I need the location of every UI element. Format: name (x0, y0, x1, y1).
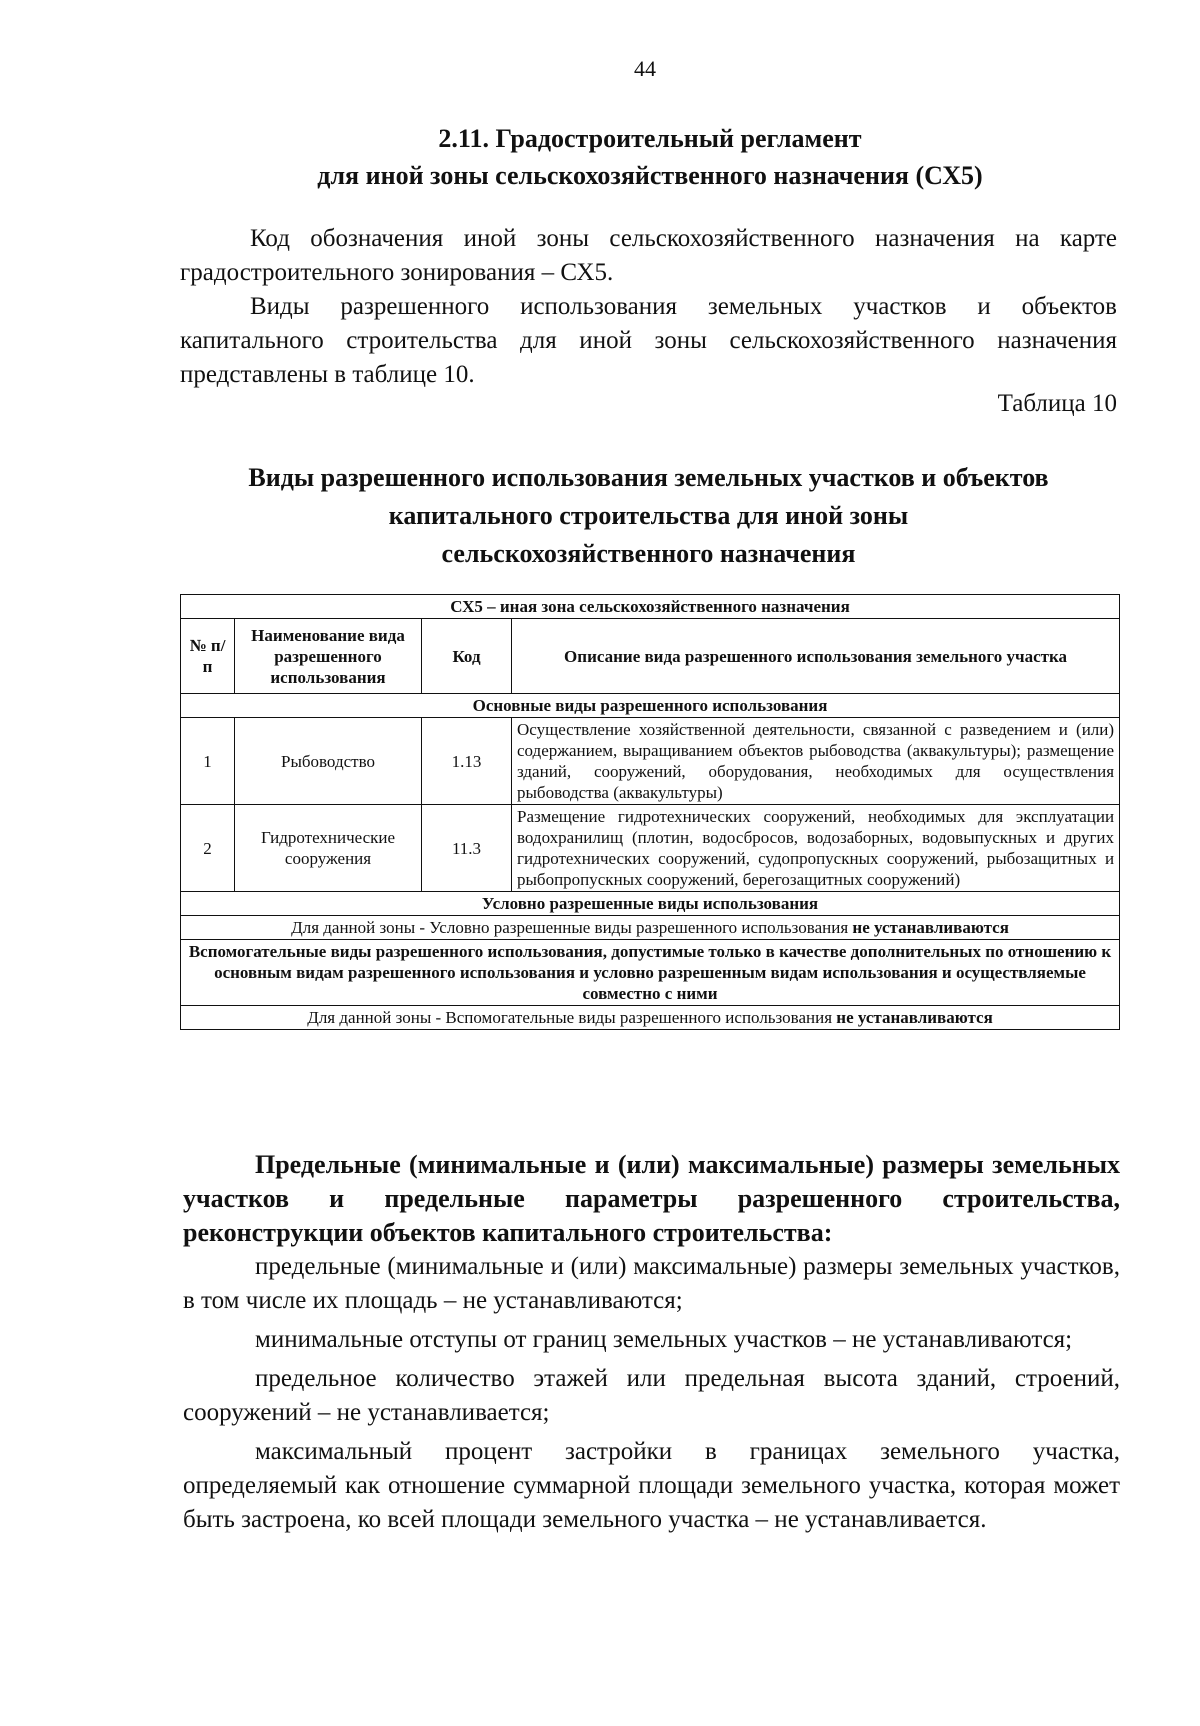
limits-item: предельное количество этажей или предельная высота зданий, строений, сооружений – не устанавливается; (183, 1365, 1120, 1426)
table-row (181, 718, 1120, 805)
row-desc: Размещение гидротехнических сооружений, необходимых для эксплуатации водохранилищ (плотин, водосбросов, водозаборных, водовыпускных и других гидротехнических сооружений, судопропускных сооружений, рыбозащитных и рыбопропускных сооружений, берегозащитных сооружений) (512, 805, 1120, 892)
table-row (181, 805, 1120, 892)
header-desc: Описание вида разрешенного использования земельного участка (512, 619, 1120, 694)
intro-paragraph-2: Виды разрешенного использования земельных участков и объектов капитального строительства для иной зоны сельскохозяйственного назначения представлены в таблице 10. (180, 293, 1117, 388)
land-use-table (180, 594, 1120, 1030)
intro-text (180, 222, 1117, 392)
section-heading (180, 120, 1120, 194)
row-code: 1.13 (422, 718, 512, 805)
row-desc: Осуществление хозяйственной деятельности, связанной с разведением и (или) содержанием, выращиванием объектов рыбоводства (аквакультуры); размещение зданий, сооружений, оборудования, необходимых для осуществления рыбоводства (аквакультуры) (512, 718, 1120, 805)
table-title (180, 459, 1117, 573)
intro-paragraph-1: Код обозначения иной зоны сельскохозяйственного назначения на карте градостроительного зонирования – СХ5. (180, 225, 1117, 286)
row-name: Гидротехнические сооружения (235, 805, 422, 892)
header-name: Наименование вида разрешенного использования (235, 619, 422, 694)
conditional-section-row: Условно разрешенные виды использования (181, 892, 1120, 916)
auxiliary-note-row (181, 1006, 1120, 1030)
conditional-note-row (181, 916, 1120, 940)
zone-caption: СХ5 – иная зона сельскохозяйственного назначения (181, 595, 1120, 619)
header-num: № п/п (181, 619, 235, 694)
section-title-line-2: для иной зоны сельскохозяйственного назначения (СХ5) (317, 161, 983, 190)
conditional-note-suffix: не устанавливаются (852, 918, 1009, 937)
table-label: Таблица 10 (997, 390, 1117, 417)
table-title-line-2: капитального строительства для иной зоны (388, 501, 909, 530)
limits-item: минимальные отступы от границ земельных участков – не устанавливаются; (255, 1326, 1073, 1353)
table-title-line-3: сельскохозяйственного назначения (441, 539, 856, 568)
page-number: 44 (634, 56, 656, 81)
row-name: Рыбоводство (235, 718, 422, 805)
auxiliary-section-row: Вспомогательные виды разрешенного использования, допустимые только в качестве дополнительных по отношению к основным видам разрешенного использования и условно разрешенным видам использования и осуществляемые совместно с ними (181, 940, 1120, 1006)
auxiliary-note-prefix: Для данной зоны - Вспомогательные виды разрешенного использования (307, 1008, 833, 1027)
limits-section (183, 1148, 1120, 1537)
row-num: 1 (181, 718, 235, 805)
auxiliary-note-suffix: не устанавливаются (836, 1008, 993, 1027)
limits-heading: Предельные (минимальные и (или) максимальные) размеры земельных участков и предельные параметры разрешенного строительства, реконструкции объектов капитального строительства: (183, 1150, 1120, 1247)
row-num: 2 (181, 805, 235, 892)
header-code: Код (422, 619, 512, 694)
table-title-line-1: Виды разрешенного использования земельных участков и объектов (248, 463, 1049, 492)
main-section-row: Основные виды разрешенного использования (181, 694, 1120, 718)
conditional-note-prefix: Для данной зоны - Условно разрешенные виды разрешенного использования (291, 918, 849, 937)
limits-item: максимальный процент застройки в границах земельного участка, определяемый как отношение суммарной площади земельного участка, которая может быть застроена, ко всей площади земельного участка – не устанавливается. (183, 1438, 1120, 1533)
row-code: 11.3 (422, 805, 512, 892)
limits-item: предельные (минимальные и (или) максимальные) размеры земельных участков, в том числе их площадь – не устанавливаются; (183, 1253, 1120, 1314)
section-title-line-1: 2.11. Градостроительный регламент (438, 124, 862, 153)
